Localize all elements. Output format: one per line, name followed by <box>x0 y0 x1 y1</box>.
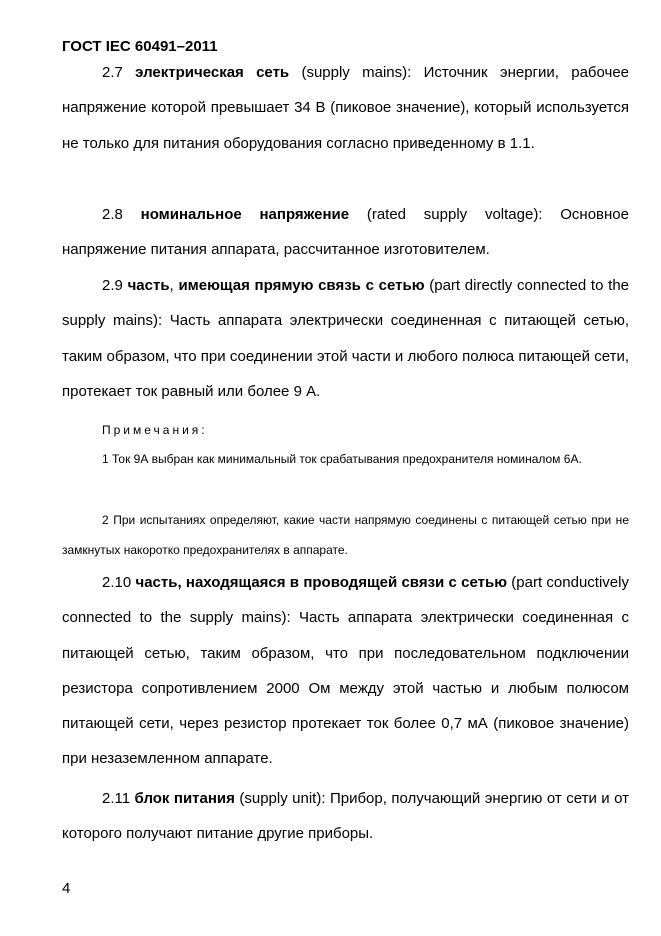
clause-number: 2.8 <box>102 206 123 223</box>
clause-number: 2.10 <box>102 574 132 591</box>
paragraph <box>62 55 629 161</box>
note-2 <box>62 505 629 565</box>
definition: (supply mains): Источник энергии, рабочее напряжение которой превышает 34 В (пиковое значение), который используется не только для питания оборудования согласно приведенному в 1.1. <box>62 64 630 152</box>
page-number: 4 <box>62 880 71 897</box>
document-header: ГОСТ IEC 60491–2011 <box>62 38 218 55</box>
definition: (part conductively connected to the supply mains): Часть аппарата электрически соединенная с питающей сетью, таким образом, что при последовательном подключении резистора сопротивлением 2000 Ом между этой частью и любым полюсом питающей сети, через резистор протекает ток более 0,7 мА (пиковое значение) при незаземленном аппарате. <box>62 574 629 768</box>
note-text: 1 Ток 9А выбран как минимальный ток срабатывания предохранителя номиналом 6А. <box>102 452 582 466</box>
section-2-10 <box>62 565 629 777</box>
note-text: 2 При испытаниях определяют, какие части напрямую соединены с питающей сетью при не замкнутых накоротко предохранителях в аппарате. <box>62 513 629 557</box>
clause-number: 2.7 <box>102 64 123 81</box>
section-2-8 <box>62 197 629 268</box>
term: электрическая сеть <box>135 64 290 81</box>
definition: (rated supply voltage): Основное напряжение питания аппарата, рассчитанное изготовителем. <box>62 206 629 259</box>
term: часть, находящаяся в проводящей связи с сетью <box>135 574 508 591</box>
paragraph: 2.9 часть, имеющая прямую связь с сетью (part directly connected to the supply mains): Часть аппарата электрически соединенная с питающей сетью, таким образом, что при соединении этой части и любого полюса питающей сети, протекает ток равный или более 9 А. <box>62 277 630 400</box>
definition: (supply unit): Прибор, получающий энергию от сети и от которого получают питание другие приборы. <box>62 790 629 843</box>
section-2-9 <box>62 268 629 409</box>
section-2-7 <box>62 55 629 161</box>
definition: (part directly connected to the supply mains): Часть аппарата электрически соединенная с питающей сетью, таким образом, что при соединении этой части и любого полюса питающей сети, протекает ток равный или более 9 А. <box>62 277 630 400</box>
paragraph <box>62 565 629 777</box>
term: номинальное напряжение <box>140 206 350 223</box>
note-1 <box>62 444 629 474</box>
term: часть <box>127 277 170 294</box>
clause-number: 2.9 <box>102 277 123 294</box>
paragraph <box>62 197 629 268</box>
notes-title: Примечания: <box>102 423 208 437</box>
notes-block <box>62 415 629 445</box>
term: блок питания <box>134 790 235 807</box>
section-2-11 <box>62 781 629 852</box>
clause-number: 2.11 <box>102 790 131 807</box>
paragraph <box>62 781 629 852</box>
term: имеющая прямую связь с сетью <box>178 277 425 294</box>
